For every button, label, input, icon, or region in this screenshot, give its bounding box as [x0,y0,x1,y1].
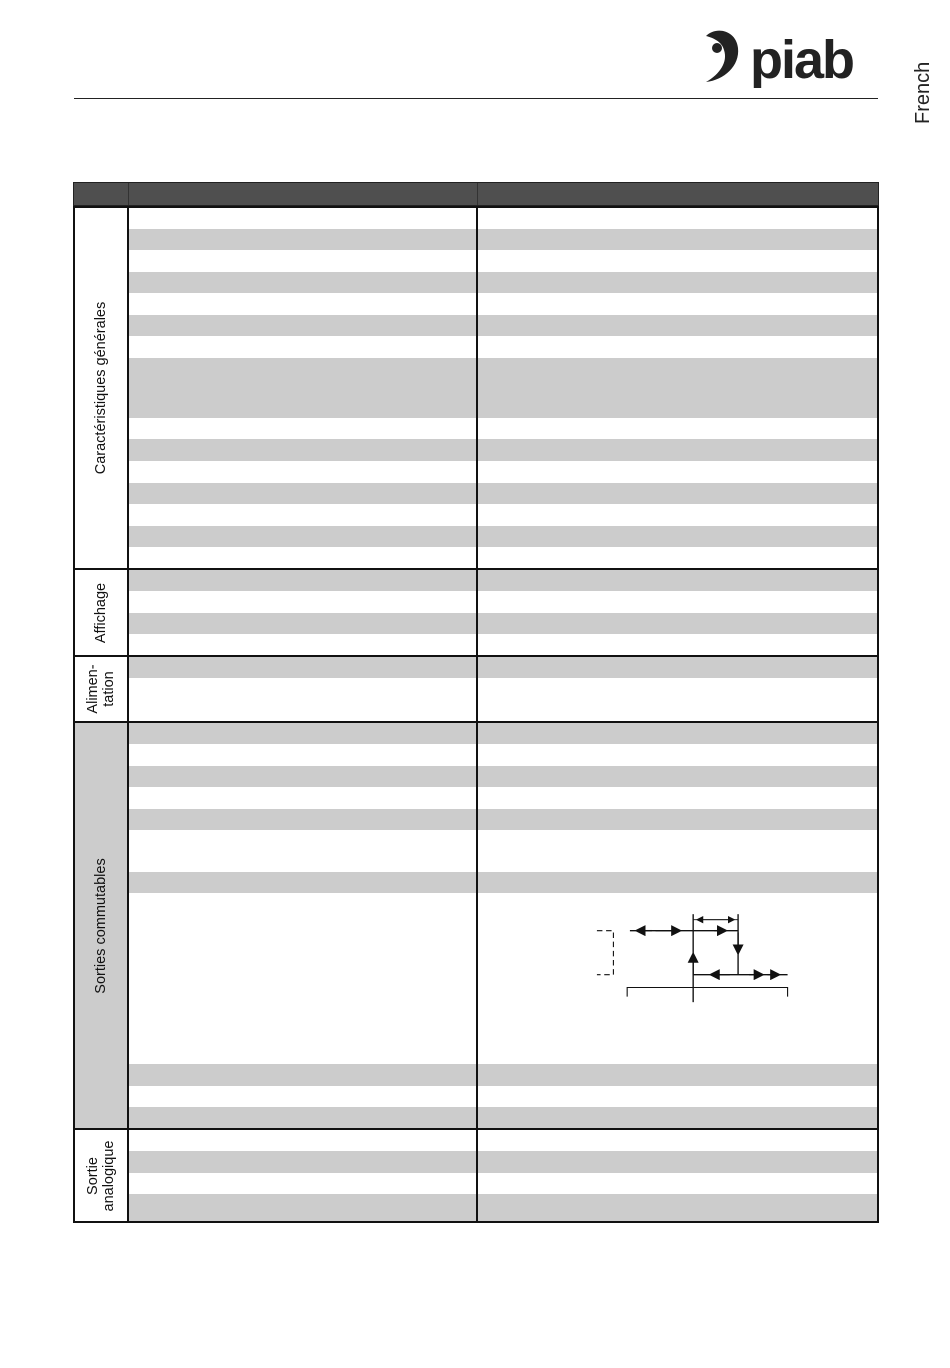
language-tab: French [912,61,934,124]
table-row [129,657,877,678]
svg-text:piab: piab [750,30,854,88]
spec-table [73,182,879,1223]
section-label-power: Alimen- tation [75,657,129,721]
section-general [73,206,879,570]
section-label-general: Caractéristiques générales [75,208,129,568]
table-row [129,766,877,787]
piab-logo [698,22,878,88]
table-row [129,809,877,830]
hysteresis-diagram [569,905,799,1015]
section-power [73,655,879,723]
header-rule [74,98,878,99]
table-row [129,483,877,504]
table-row [129,272,877,293]
table-row [129,1064,877,1086]
table-row [129,1107,877,1128]
section-label-display: Affichage [75,570,129,655]
section-label-analog-output: Sortie analogique [75,1130,129,1221]
section-analog-output [73,1128,879,1223]
table-row [129,723,877,744]
hysteresis-row [129,893,877,1064]
table-row [129,570,877,591]
table-header [73,182,879,206]
table-row [129,526,877,547]
piab-logo-mark-icon [706,31,738,82]
table-row [129,358,877,418]
section-display [73,568,879,657]
table-row [129,613,877,634]
table-row [129,439,877,461]
section-label-switch-outputs: Sorties commutables [75,723,129,1128]
table-row [129,1194,877,1221]
section-switch-outputs [73,721,879,1130]
table-row [129,315,877,336]
table-row [129,1151,877,1173]
table-row [129,872,877,893]
table-row [129,229,877,250]
